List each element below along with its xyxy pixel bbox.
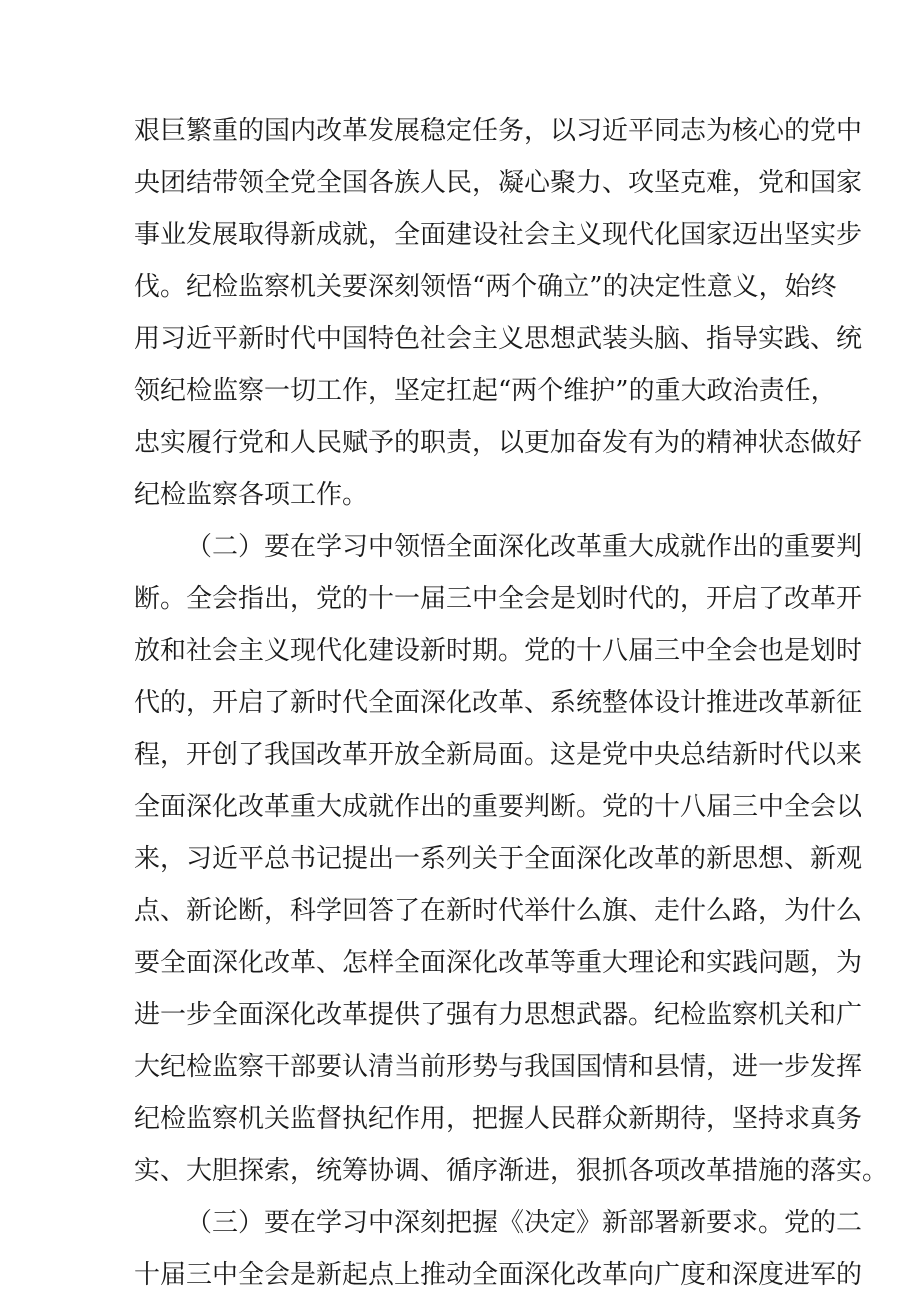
text-line: 纪检监察机关监督执纪作用，把握人民群众新期待，坚持求真务 [134,1104,863,1134]
text-line: 艰巨繁重的国内改革发展稳定任务，以习近平同志为核心的党中 [134,116,863,146]
text-line: 来，习近平总书记提出一系列关于全面深化改革的新思想、新观 [134,844,863,874]
text-line: 进一步全面深化改革提供了强有力思想武器。纪检监察机关和广 [134,1000,863,1030]
text-line: 断。全会指出，党的十一届三中全会是划时代的，开启了改革开 [134,584,863,614]
section-heading-line: （二）要在学习中领悟全面深化改革重大成就作出的重要判 [186,532,863,562]
text-line: 忠实履行党和人民赋予的职责，以更加奋发有为的精神状态做好 [134,428,863,458]
text-line: 事业发展取得新成就，全面建设社会主义现代化国家迈出坚实步 [134,220,863,250]
text-line: 纪检监察各项工作。 [134,480,369,510]
text-line: 用习近平新时代中国特色社会主义思想武装头脑、指导实践、统 [134,324,863,354]
text-line: 程，开创了我国改革开放全新局面。这是党中央总结新时代以来 [134,740,863,770]
text-line: 点、新论断，科学回答了在新时代举什么旗、走什么路，为什么 [134,896,863,926]
text-line: 伐。纪检监察机关要深刻领悟“两个确立”的决定性意义，始终 [134,272,837,302]
text-line: 全面深化改革重大成就作出的重要判断。党的十八届三中全会以 [134,792,863,822]
text-line: 领纪检监察一切工作，坚定扛起“两个维护”的重大政治责任， [134,376,837,406]
text-line: 代的，开启了新时代全面深化改革、系统整体设计推进改革新征 [134,688,863,718]
text-line: 放和社会主义现代化建设新时期。党的十八届三中全会也是划时 [134,636,863,666]
text-line: 十届三中全会是新起点上推动全面深化改革向广度和深度进军的 [134,1260,863,1290]
text-line: 大纪检监察干部要认清当前形势与我国国情和县情，进一步发挥 [134,1052,863,1082]
text-line: 实、大胆探索，统筹协调、循序渐进，狠抓各项改革措施的落实。 [134,1156,889,1186]
text-line: 央团结带领全党全国各族人民，凝心聚力、攻坚克难，党和国家 [134,168,863,198]
text-line: 要全面深化改革、怎样全面深化改革等重大理论和实践问题，为 [134,948,863,978]
section-heading-line: （三）要在学习中深刻把握《决定》新部署新要求。党的二 [186,1208,863,1238]
